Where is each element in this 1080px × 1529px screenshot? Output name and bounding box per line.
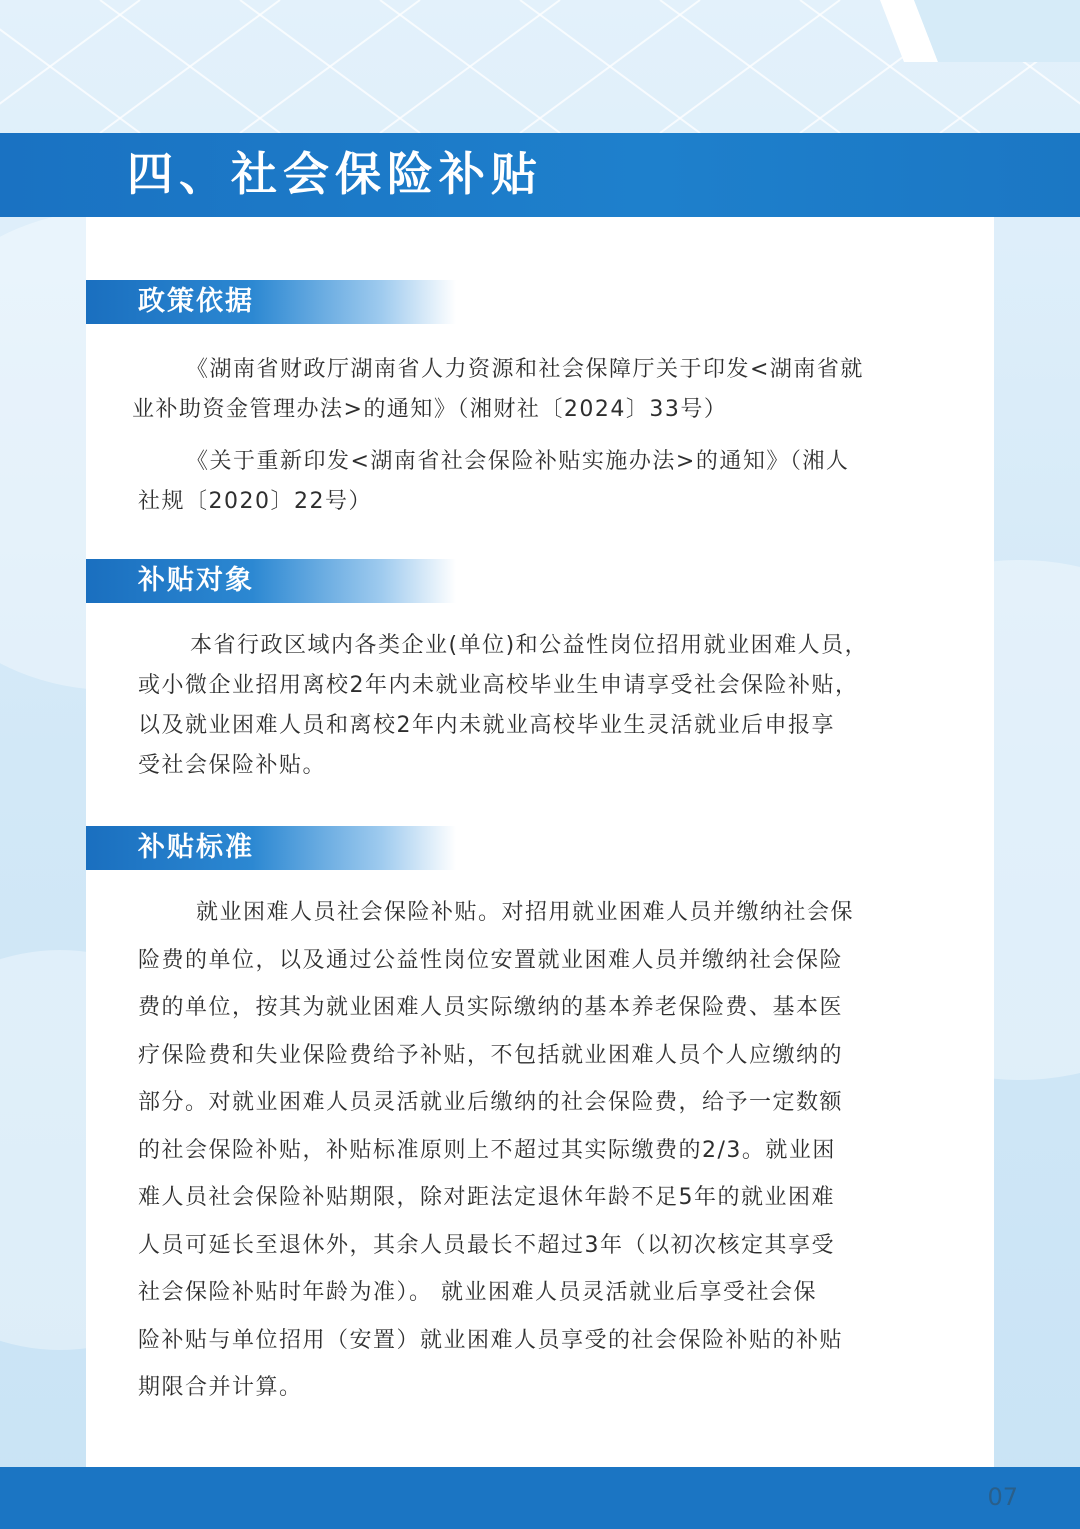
text-line: 《关于重新印发<湖南省社会保险补贴实施办法>的通知》（湘人 — [186, 449, 850, 474]
text-line: 疗保险费和失业保险费给予补贴，不包括就业困难人员个人应缴纳的 — [138, 1042, 844, 1068]
text-line: 本省行政区域内各类企业(单位)和公益性岗位招用就业困难人员， — [190, 633, 869, 658]
text-line: 险补贴与单位招用（安置）就业困难人员享受的社会保险补贴的补贴 — [138, 1327, 844, 1353]
page-number: 07 — [987, 1483, 1018, 1511]
section-header-subsidy-target — [86, 559, 456, 603]
footer-bar — [0, 1467, 1080, 1529]
text-line: 就业困难人员社会保险补贴。对招用就业困难人员并缴纳社会保 — [196, 900, 855, 925]
text-line: 部分。对就业困难人员灵活就业后缴纳的社会保险费，给予一定数额 — [138, 1090, 844, 1115]
page-title: 四、社会保险补贴 — [127, 147, 543, 201]
footer-decoration — [880, 0, 1080, 62]
section-title: 补贴对象 — [138, 565, 254, 596]
section-title: 政策依据 — [138, 286, 254, 317]
text-line: 险费的单位，以及通过公益性岗位安置就业困难人员并缴纳社会保险 — [138, 947, 844, 973]
paragraph-policy-2 — [138, 442, 849, 522]
section-title: 补贴标准 — [138, 832, 254, 863]
text-line: 《湖南省财政厅湖南省人力资源和社会保障厅关于印发<湖南省就 — [186, 357, 864, 382]
text-line: 的社会保险补贴，补贴标准原则上不超过其实际缴费的2/3。就业困 — [138, 1137, 836, 1163]
paragraph-standard — [138, 889, 854, 1412]
section-header-policy-basis — [86, 280, 456, 324]
text-line: 人员可延长至退休外，其余人员最长不超过3年（以初次核定其享受 — [138, 1232, 835, 1258]
paragraph-target — [138, 626, 868, 786]
text-line: 业补助资金管理办法>的通知》（湘财社〔2024〕33号） — [132, 397, 728, 422]
section-header-subsidy-standard — [86, 826, 456, 870]
text-line: 社规〔2020〕22号） — [138, 489, 372, 514]
text-line: 以及就业困难人员和离校2年内未就业高校毕业生灵活就业后申报享 — [138, 713, 835, 738]
paragraph-policy-1 — [132, 350, 864, 430]
text-line: 费的单位，按其为就业困难人员实际缴纳的基本养老保险费、基本医 — [138, 995, 844, 1020]
text-line: 受社会保险补贴。 — [138, 753, 327, 778]
text-line: 期限合并计算。 — [138, 1375, 303, 1400]
title-bar — [0, 133, 1080, 217]
text-line: 难人员社会保险补贴期限，除对距法定退休年龄不足5年的就业困难 — [138, 1185, 835, 1210]
text-line: 社会保险补贴时年龄为准）。 就业困难人员灵活就业后享受社会保 — [138, 1280, 817, 1305]
text-line: 或小微企业招用离校2年内未就业高校毕业生申请享受社会保险补贴， — [138, 673, 859, 698]
